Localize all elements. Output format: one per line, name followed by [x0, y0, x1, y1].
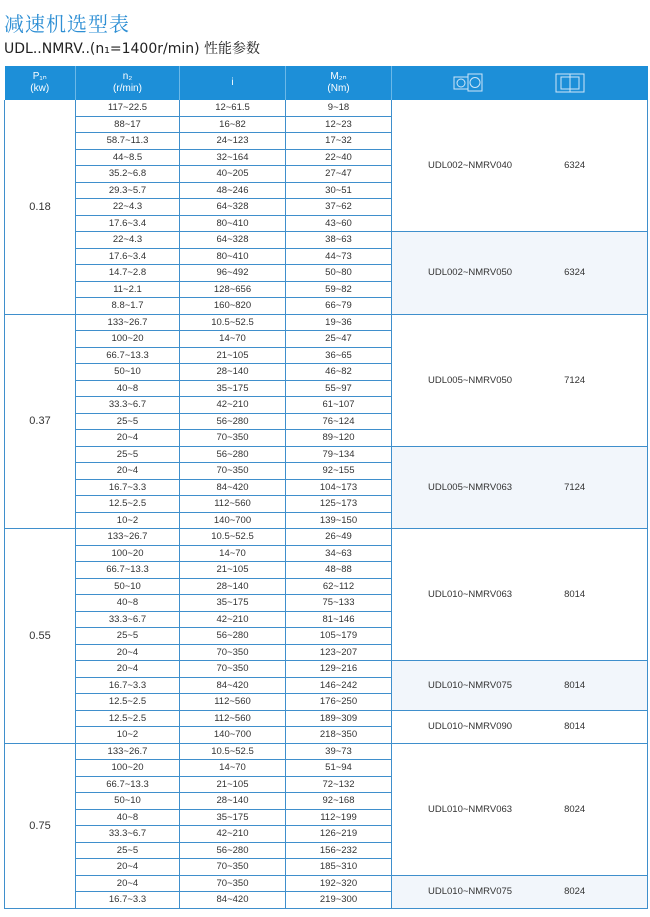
torque-cell: 79~134: [286, 446, 392, 463]
model-cell: [392, 446, 648, 529]
speed-cell: 17.6~3.4: [76, 215, 180, 232]
performance-table: [4, 66, 648, 909]
ratio-cell: 42~210: [180, 826, 286, 843]
ratio-cell: 40~205: [180, 166, 286, 183]
torque-cell: 92~168: [286, 793, 392, 810]
torque-cell: 139~150: [286, 512, 392, 529]
torque-cell: 22~40: [286, 149, 392, 166]
model-cell: [392, 232, 648, 315]
model-name: UDL002~NMRV040: [428, 160, 513, 171]
ratio-cell: 56~280: [180, 446, 286, 463]
torque-cell: 76~124: [286, 413, 392, 430]
ratio-cell: 70~350: [180, 430, 286, 447]
ratio-cell: 140~700: [180, 512, 286, 529]
speed-cell: 33.3~6.7: [76, 611, 180, 628]
speed-cell: 20~4: [76, 859, 180, 876]
table-row: [5, 743, 648, 760]
torque-cell: 72~132: [286, 776, 392, 793]
speed-cell: 133~26.7: [76, 743, 180, 760]
table-body: [5, 100, 648, 908]
ratio-cell: 16~82: [180, 116, 286, 133]
speed-cell: 8.8~1.7: [76, 298, 180, 315]
header-model-images: [392, 66, 648, 100]
model-cell: [392, 661, 648, 711]
bearing-icon: [553, 71, 587, 95]
header-ratio: i: [180, 66, 286, 100]
speed-cell: 33.3~6.7: [76, 826, 180, 843]
ratio-cell: 21~105: [180, 776, 286, 793]
speed-cell: 40~8: [76, 380, 180, 397]
model-cell: [392, 100, 648, 232]
speed-cell: 50~10: [76, 793, 180, 810]
torque-cell: 39~73: [286, 743, 392, 760]
torque-cell: 156~232: [286, 842, 392, 859]
speed-cell: 20~4: [76, 644, 180, 661]
ratio-cell: 112~560: [180, 694, 286, 711]
torque-cell: 55~97: [286, 380, 392, 397]
torque-cell: 105~179: [286, 628, 392, 645]
model-name: UDL002~NMRV050: [428, 267, 513, 279]
model-name: UDL010~NMRV075: [428, 679, 513, 691]
speed-cell: 133~26.7: [76, 314, 180, 331]
speed-cell: 10~2: [76, 727, 180, 744]
torque-cell: 25~47: [286, 331, 392, 348]
speed-cell: 25~5: [76, 842, 180, 859]
torque-cell: 34~63: [286, 545, 392, 562]
ratio-cell: 70~350: [180, 661, 286, 678]
speed-cell: 29.3~5.7: [76, 182, 180, 199]
ratio-cell: 14~70: [180, 760, 286, 777]
torque-cell: 46~82: [286, 364, 392, 381]
ratio-cell: 14~70: [180, 331, 286, 348]
torque-cell: 12~23: [286, 116, 392, 133]
torque-cell: 129~216: [286, 661, 392, 678]
torque-cell: 126~219: [286, 826, 392, 843]
ratio-cell: 64~328: [180, 199, 286, 216]
bearing-code: 8014: [564, 721, 586, 732]
torque-cell: 192~320: [286, 875, 392, 892]
speed-cell: 44~8.5: [76, 149, 180, 166]
bearing-code: 8024: [564, 886, 586, 897]
speed-cell: 16.7~3.3: [76, 677, 180, 694]
torque-cell: 59~82: [286, 281, 392, 298]
speed-cell: 10~2: [76, 512, 180, 529]
speed-cell: 40~8: [76, 809, 180, 826]
speed-cell: 17.6~3.4: [76, 248, 180, 265]
ratio-cell: 84~420: [180, 892, 286, 909]
ratio-cell: 84~420: [180, 479, 286, 496]
torque-cell: 30~51: [286, 182, 392, 199]
torque-cell: 36~65: [286, 347, 392, 364]
torque-cell: 81~146: [286, 611, 392, 628]
ratio-cell: 48~246: [180, 182, 286, 199]
ratio-cell: 35~175: [180, 380, 286, 397]
torque-cell: 9~18: [286, 100, 392, 116]
ratio-cell: 21~105: [180, 562, 286, 579]
torque-cell: 92~155: [286, 463, 392, 480]
speed-cell: 14.7~2.8: [76, 265, 180, 282]
bearing-code: 8014: [564, 679, 586, 691]
torque-cell: 44~73: [286, 248, 392, 265]
speed-cell: 25~5: [76, 413, 180, 430]
model-name: UDL010~NMRV090: [428, 721, 513, 732]
bearing-code: 6324: [564, 160, 586, 171]
torque-cell: 89~120: [286, 430, 392, 447]
ratio-cell: 42~210: [180, 397, 286, 414]
header-power: P₁ₙ (kw): [5, 66, 76, 100]
ratio-cell: 21~105: [180, 347, 286, 364]
ratio-cell: 160~820: [180, 298, 286, 315]
speed-cell: 20~4: [76, 661, 180, 678]
torque-cell: 50~80: [286, 265, 392, 282]
torque-cell: 43~60: [286, 215, 392, 232]
speed-cell: 66.7~13.3: [76, 562, 180, 579]
speed-cell: 22~4.3: [76, 232, 180, 249]
ratio-cell: 12~61.5: [180, 100, 286, 116]
speed-cell: 100~20: [76, 760, 180, 777]
table-row: [5, 529, 648, 546]
ratio-cell: 70~350: [180, 644, 286, 661]
speed-cell: 33.3~6.7: [76, 397, 180, 414]
page-subtitle: UDL..NMRV..(n₁=1400r/min) 性能参数: [4, 41, 261, 57]
speed-cell: 12.5~2.5: [76, 710, 180, 727]
speed-cell: 12.5~2.5: [76, 694, 180, 711]
torque-cell: 62~112: [286, 578, 392, 595]
ratio-cell: 96~492: [180, 265, 286, 282]
torque-cell: 51~94: [286, 760, 392, 777]
power-cell: 0.18: [5, 100, 76, 314]
speed-cell: 88~17: [76, 116, 180, 133]
speed-cell: 50~10: [76, 578, 180, 595]
speed-cell: 100~20: [76, 331, 180, 348]
table-row: [5, 314, 648, 331]
torque-cell: 185~310: [286, 859, 392, 876]
torque-cell: 38~63: [286, 232, 392, 249]
speed-cell: 20~4: [76, 463, 180, 480]
ratio-cell: 28~140: [180, 578, 286, 595]
torque-cell: 125~173: [286, 496, 392, 513]
speed-cell: 117~22.5: [76, 100, 180, 116]
model-cell: [392, 743, 648, 875]
torque-cell: 26~49: [286, 529, 392, 546]
speed-cell: 66.7~13.3: [76, 347, 180, 364]
ratio-cell: 35~175: [180, 809, 286, 826]
torque-cell: 17~32: [286, 133, 392, 150]
model-name: UDL010~NMRV063: [428, 803, 513, 815]
ratio-cell: 10.5~52.5: [180, 314, 286, 331]
model-name: UDL010~NMRV075: [428, 886, 513, 897]
ratio-cell: 10.5~52.5: [180, 743, 286, 760]
ratio-cell: 112~560: [180, 710, 286, 727]
ratio-cell: 56~280: [180, 842, 286, 859]
speed-cell: 35.2~6.8: [76, 166, 180, 183]
model-cell: [392, 314, 648, 446]
torque-cell: 75~133: [286, 595, 392, 612]
torque-cell: 146~242: [286, 677, 392, 694]
model-cell: [392, 529, 648, 661]
ratio-cell: 70~350: [180, 859, 286, 876]
ratio-cell: 14~70: [180, 545, 286, 562]
header-speed: n₂ (r/min): [76, 66, 180, 100]
model-name: UDL005~NMRV050: [428, 374, 513, 386]
ratio-cell: 10.5~52.5: [180, 529, 286, 546]
bearing-code: 6324: [564, 267, 586, 279]
model-cell: [392, 875, 648, 908]
ratio-cell: 80~410: [180, 248, 286, 265]
bearing-code: 7124: [564, 374, 586, 386]
reducer-icon: [452, 71, 486, 95]
speed-cell: 20~4: [76, 875, 180, 892]
ratio-cell: 128~656: [180, 281, 286, 298]
speed-cell: 50~10: [76, 364, 180, 381]
ratio-cell: 80~410: [180, 215, 286, 232]
ratio-cell: 112~560: [180, 496, 286, 513]
ratio-cell: 28~140: [180, 364, 286, 381]
torque-cell: 123~207: [286, 644, 392, 661]
ratio-cell: 84~420: [180, 677, 286, 694]
table-row: [5, 875, 648, 892]
ratio-cell: 56~280: [180, 628, 286, 645]
model-cell: [392, 710, 648, 743]
speed-cell: 25~5: [76, 628, 180, 645]
model-name: UDL005~NMRV063: [428, 481, 513, 493]
page-title: 减速机选型表: [4, 12, 130, 36]
ratio-cell: 24~123: [180, 133, 286, 150]
torque-cell: 61~107: [286, 397, 392, 414]
ratio-cell: 35~175: [180, 595, 286, 612]
torque-cell: 66~79: [286, 298, 392, 315]
speed-cell: 100~20: [76, 545, 180, 562]
power-cell: 0.55: [5, 529, 76, 744]
bearing-code: 8014: [564, 589, 586, 600]
speed-cell: 66.7~13.3: [76, 776, 180, 793]
torque-cell: 219~300: [286, 892, 392, 909]
ratio-cell: 70~350: [180, 463, 286, 480]
torque-cell: 189~309: [286, 710, 392, 727]
torque-cell: 176~250: [286, 694, 392, 711]
power-cell: 0.75: [5, 743, 76, 908]
torque-cell: 112~199: [286, 809, 392, 826]
bearing-code: 7124: [564, 481, 586, 493]
torque-cell: 218~350: [286, 727, 392, 744]
speed-cell: 12.5~2.5: [76, 496, 180, 513]
table-header-row: [5, 66, 648, 100]
speed-cell: 58.7~11.3: [76, 133, 180, 150]
table-row: [5, 232, 648, 249]
torque-cell: 19~36: [286, 314, 392, 331]
torque-cell: 27~47: [286, 166, 392, 183]
ratio-cell: 64~328: [180, 232, 286, 249]
speed-cell: 11~2.1: [76, 281, 180, 298]
speed-cell: 25~5: [76, 446, 180, 463]
torque-cell: 104~173: [286, 479, 392, 496]
ratio-cell: 70~350: [180, 875, 286, 892]
ratio-cell: 42~210: [180, 611, 286, 628]
ratio-cell: 32~164: [180, 149, 286, 166]
speed-cell: 20~4: [76, 430, 180, 447]
speed-cell: 16.7~3.3: [76, 479, 180, 496]
table-row: [5, 710, 648, 727]
ratio-cell: 28~140: [180, 793, 286, 810]
speed-cell: 16.7~3.3: [76, 892, 180, 909]
ratio-cell: 140~700: [180, 727, 286, 744]
bearing-code: 8024: [564, 803, 586, 815]
speed-cell: 133~26.7: [76, 529, 180, 546]
torque-cell: 37~62: [286, 199, 392, 216]
speed-cell: 40~8: [76, 595, 180, 612]
ratio-cell: 56~280: [180, 413, 286, 430]
speed-cell: 22~4.3: [76, 199, 180, 216]
table-row: [5, 446, 648, 463]
model-name: UDL010~NMRV063: [428, 589, 513, 600]
header-torque: M₂ₙ (Nm): [286, 66, 392, 100]
torque-cell: 48~88: [286, 562, 392, 579]
power-cell: 0.37: [5, 314, 76, 529]
table-row: [5, 661, 648, 678]
table-row: [5, 100, 648, 116]
